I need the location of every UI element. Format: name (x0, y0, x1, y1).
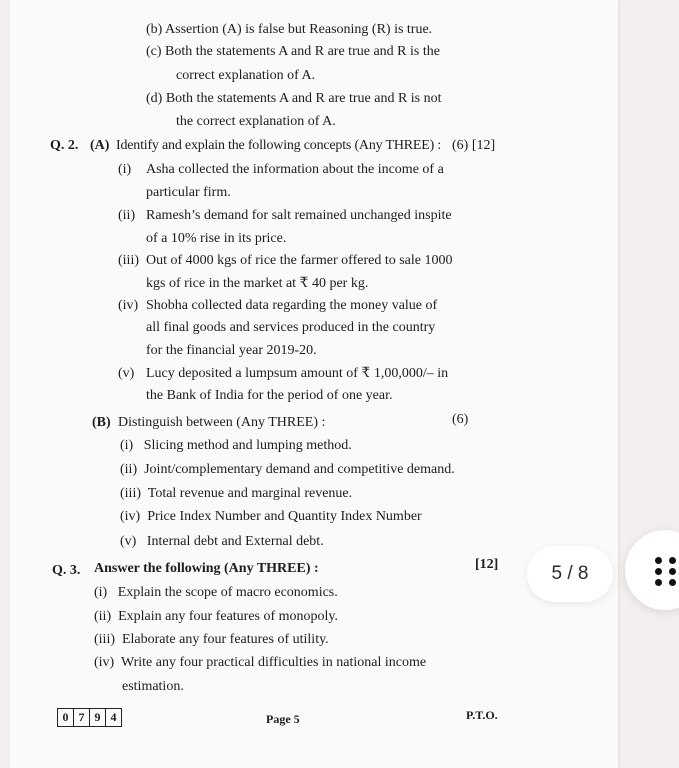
q2a-heading: Identify and explain the following concepts (Any THREE) : (116, 138, 442, 153)
page-indicator (527, 546, 613, 602)
q2b-i: (i) Slicing method and lumping method. (120, 438, 352, 453)
option-b: (b) Assertion (A) is false but Reasoning (R) is true. (146, 22, 433, 37)
option-c-line2: correct explanation of A. (176, 68, 316, 83)
q2b-heading: Distinguish between (Any THREE) : (118, 415, 326, 430)
q2b-iv: (iv) Price Index Number and Quantity Index Number (120, 509, 422, 524)
option-d-line1: (d) Both the statements A and R are true and R is not (146, 91, 442, 106)
q2a-iv-number: (iv) (118, 298, 139, 313)
q2a-ii-line1: Ramesh’s demand for salt remained unchanged inspite (146, 208, 452, 223)
q3-heading: Answer the following (Any THREE) : (94, 561, 319, 576)
q2a-iii-line1: Out of 4000 kgs of rice the farmer offered to sale 1000 (146, 253, 453, 268)
q3-number: Q. 3. (52, 563, 81, 578)
q2a-i-line2: particular firm. (146, 185, 231, 200)
option-c-line1: (c) Both the statements A and R are true and R is the (146, 44, 440, 59)
q2a-i-line1: Asha collected the information about the income of a (146, 162, 444, 177)
q3-iv-line2: estimation. (122, 679, 184, 694)
paper-code-digit: 9 (90, 709, 106, 726)
q3-i: (i) Explain the scope of macro economics. (94, 585, 338, 600)
q2a-label: (A) (90, 138, 110, 153)
pto-label: P.T.O. (466, 708, 498, 722)
paper-code-digit: 7 (74, 709, 90, 726)
page-label: Page 5 (266, 712, 300, 726)
q2a-v-line2: the Bank of India for the period of one year. (146, 388, 393, 403)
paper-code-digit: 0 (58, 709, 74, 726)
q2a-iv-line1: Shobha collected data regarding the money value of (146, 298, 438, 313)
q2b-ii: (ii) Joint/complementary demand and competitive demand. (120, 462, 455, 477)
q2a-ii-line2: of a 10% rise in its price. (146, 231, 287, 246)
q2-number: Q. 2. (50, 138, 79, 153)
option-d-line2: the correct explanation of A. (176, 114, 336, 129)
q2a-iv-line3: for the financial year 2019-20. (146, 343, 317, 358)
q3-ii: (ii) Explain any four features of monopoly. (94, 609, 339, 624)
paper-code-digit: 4 (110, 710, 117, 724)
q2b-label: (B) (92, 415, 111, 430)
q2-marks: (6) [12] (452, 138, 496, 153)
q3-iii: (iii) Elaborate any four features of utility. (94, 632, 329, 647)
q2a-ii-number: (ii) (118, 208, 136, 223)
q2a-iii-number: (iii) (118, 253, 139, 268)
q2b-v: (v) Internal debt and External debt. (120, 534, 324, 549)
more-options-button[interactable] (625, 530, 679, 610)
q3-iv-line1: (iv) Write any four practical difficulties in national income (94, 655, 427, 670)
q2a-iii-line2: kgs of rice in the market at ₹ 40 per kg. (146, 276, 369, 291)
q2a-i-number: (i) (118, 162, 132, 177)
q2a-v-number: (v) (118, 366, 135, 381)
q2a-iv-line2: all final goods and services produced in the country (146, 320, 436, 335)
page-indicator-text: 5 / 8 (551, 563, 589, 584)
more-dots-icon (655, 557, 677, 581)
q2b-iii: (iii) Total revenue and marginal revenue. (120, 486, 353, 501)
paper-code-box (57, 708, 122, 727)
q2b-marks: (6) (452, 412, 469, 427)
q2a-v-line1: Lucy deposited a lumpsum amount of ₹ 1,00,000/– in (146, 366, 449, 381)
q3-marks: [12] (475, 557, 499, 572)
